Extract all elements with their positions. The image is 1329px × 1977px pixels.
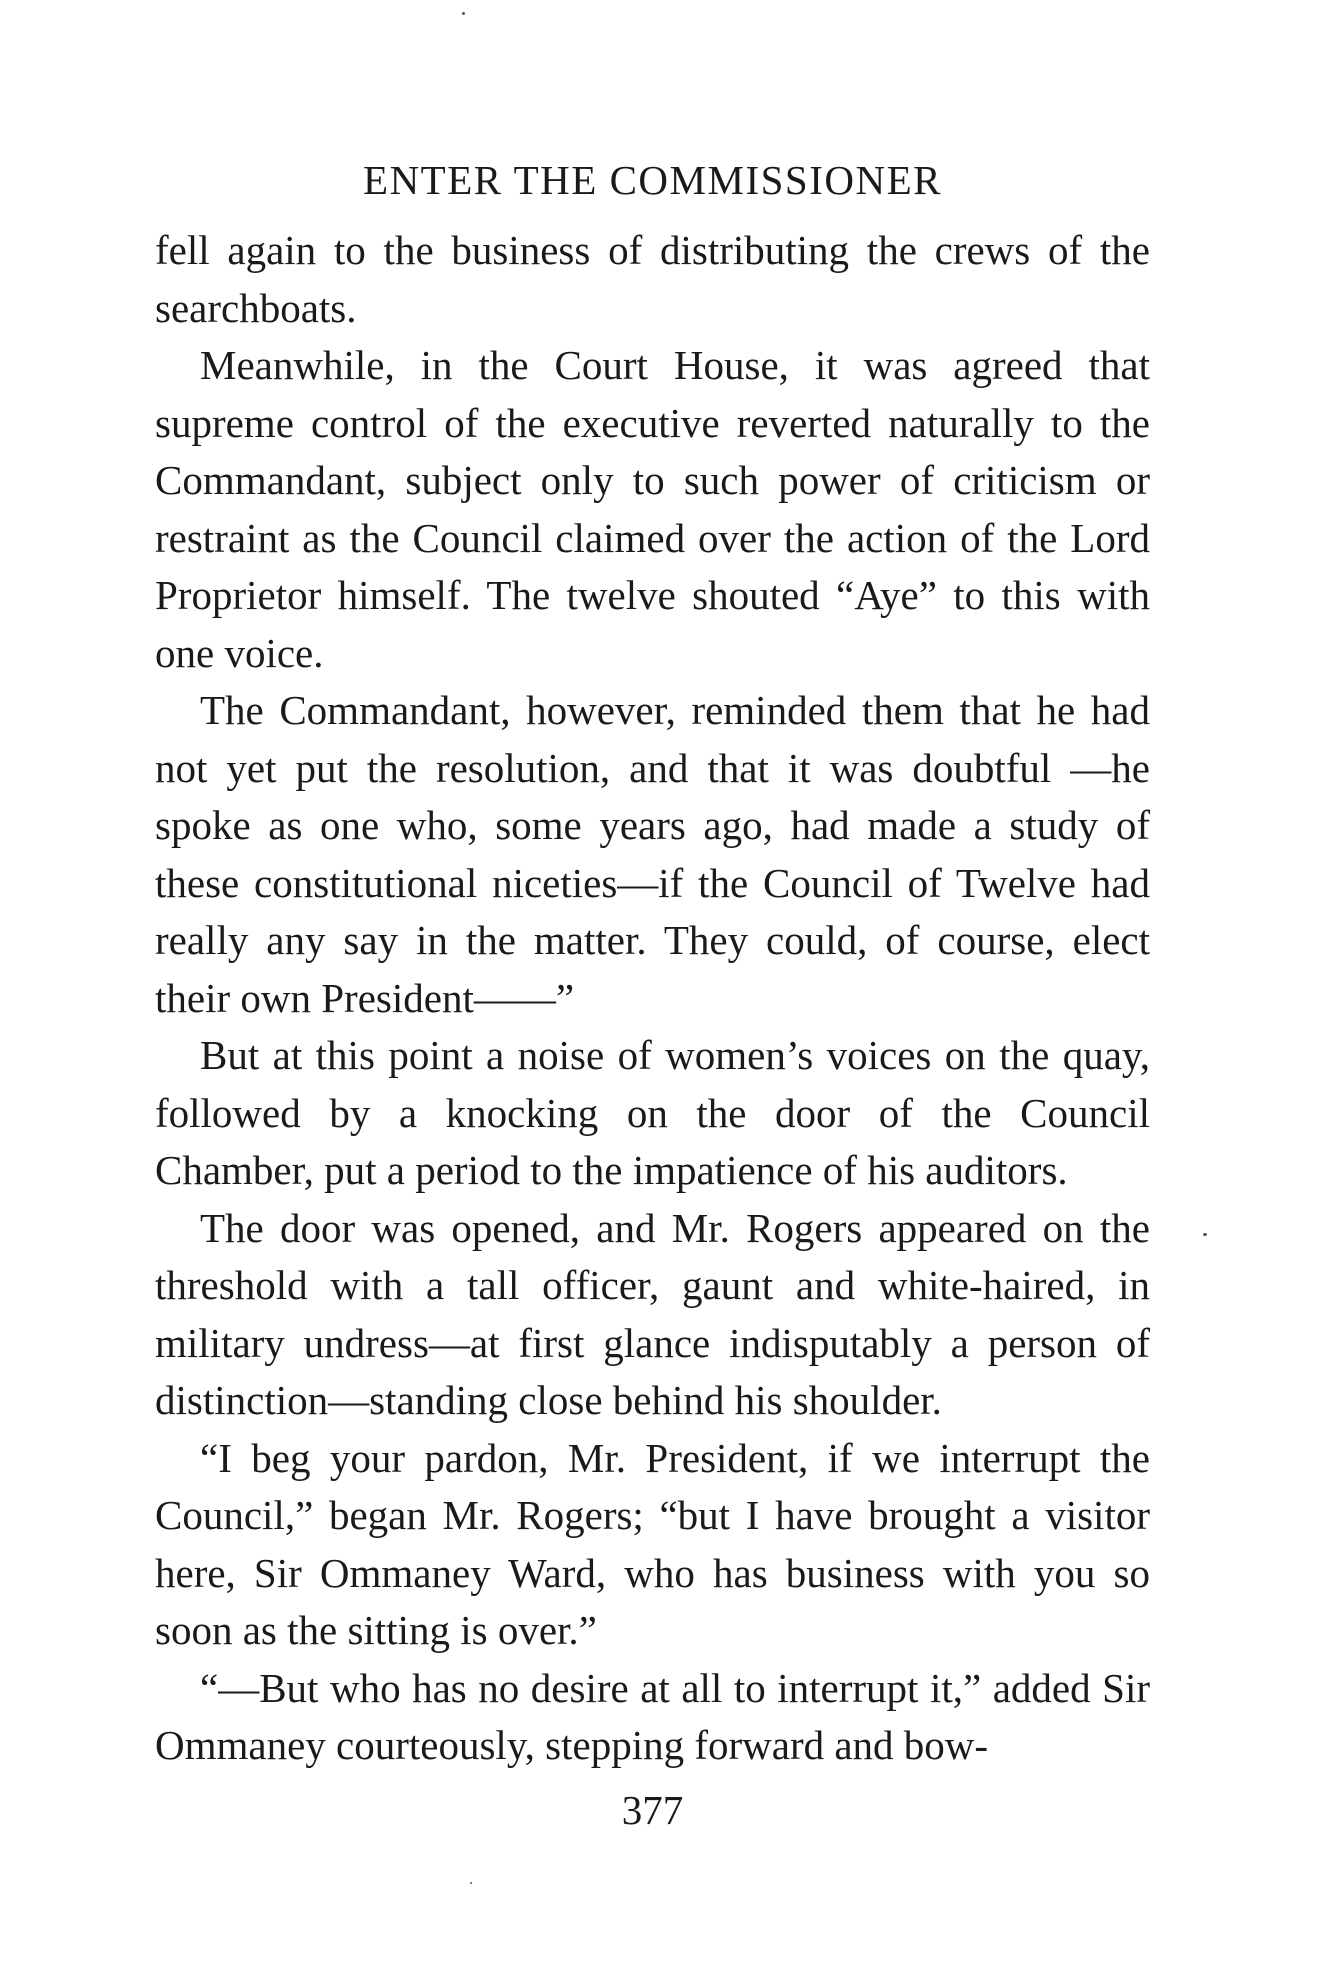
paragraph-continued: fell again to the business of distributing the crews of the searchboats. bbox=[155, 227, 1150, 331]
page-number: 377 bbox=[621, 1787, 684, 1833]
paragraph: “I beg your pardon, Mr. President, if we interrupt the Council,” began Mr. Rogers; “but I have brought a visitor here, Sir Ommaney Ward, who has business with you so soon as the sitting is over.” bbox=[155, 1434, 1150, 1653]
paragraph-final: “—But who has no desire at all to interrupt it,” added Sir Ommaney courteously, stepping forward and bow- bbox=[155, 1664, 1150, 1768]
body-text bbox=[155, 222, 1150, 1775]
paragraph: The door was opened, and Mr. Rogers appeared on the threshold with a tall officer, gaunt and white-haired, in military undress—at first glance indisputably a person of distinction—standing close behind his shoulder. bbox=[155, 1204, 1150, 1423]
paragraph: Meanwhile, in the Court House, it was agreed that supreme control of the executive reverted naturally to the Commandant, subject only to such power of criticism or restraint as the Council claimed over the action of the Lord Proprietor himself. The twelve shouted “Aye” to this with one voice. bbox=[155, 342, 1150, 676]
scan-speck bbox=[1203, 1233, 1207, 1236]
scan-speck bbox=[462, 12, 465, 15]
scan-speck bbox=[470, 1882, 472, 1884]
paragraph: The Commandant, however, reminded them that he had not yet put the resolution, and that it was doubtful —he spoke as one who, some years ago, had made a study of these constitutional niceties—if the Council of Twelve had really any say in the matter. They could, of course, elect their own President——” bbox=[155, 687, 1150, 1021]
running-head: ENTER THE COMMISSIONER bbox=[363, 157, 942, 203]
paragraph: But at this point a noise of women’s voices on the quay, followed by a knocking on the door of the Council Chamber, put a period to the impatience of his auditors. bbox=[155, 1032, 1150, 1193]
